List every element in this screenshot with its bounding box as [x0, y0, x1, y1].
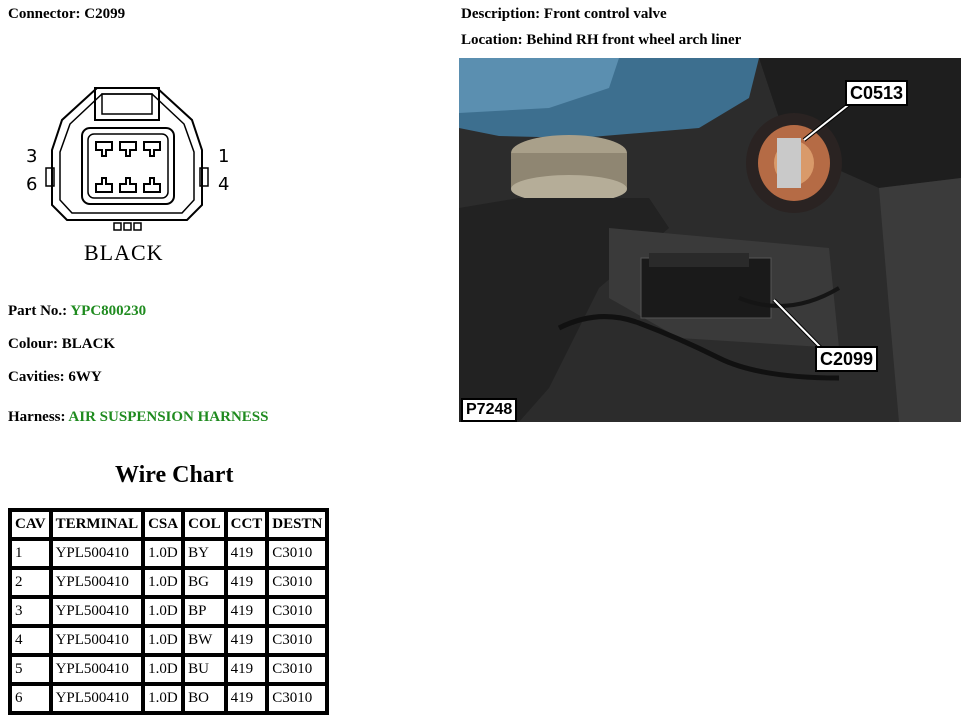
cell-terminal: YPL500410: [51, 655, 144, 684]
table-row: [10, 539, 327, 568]
location-photo: [459, 58, 961, 422]
pin-number-3: 3: [26, 146, 38, 167]
header-cav: CAV: [10, 510, 51, 539]
cell-cav: 3: [10, 597, 51, 626]
photo-illustration: [459, 58, 961, 422]
photo-code: P7248: [461, 398, 517, 422]
cell-col: BY: [183, 539, 226, 568]
cell-terminal: YPL500410: [51, 539, 144, 568]
cell-cav: 6: [10, 684, 51, 713]
harness-row: [8, 409, 268, 426]
table-row: [10, 655, 327, 684]
callout-c2099: C2099: [815, 346, 878, 372]
cell-destn[interactable]: C3010: [267, 539, 327, 568]
table-row: [10, 597, 327, 626]
wire-chart-table: [8, 508, 329, 715]
cell-destn[interactable]: C3010: [267, 626, 327, 655]
header-terminal: TERMINAL: [51, 510, 144, 539]
location-text: Location: Behind RH front wheel arch liner: [461, 32, 742, 48]
cell-terminal: YPL500410: [51, 626, 144, 655]
cavities-text: Cavities: 6WY: [8, 369, 102, 385]
cell-destn[interactable]: C3010: [267, 684, 327, 713]
header-destn: DESTN: [267, 510, 327, 539]
header-csa: CSA: [143, 510, 183, 539]
cell-col: BO: [183, 684, 226, 713]
part-number-label: Part No.:: [8, 303, 71, 319]
part-number-link[interactable]: YPC800230: [70, 303, 147, 319]
cell-csa: 1.0D: [143, 539, 183, 568]
cell-destn[interactable]: C3010: [267, 597, 327, 626]
wire-chart-title: Wire Chart: [115, 462, 234, 488]
cell-cct: 419: [226, 684, 268, 713]
cell-terminal: YPL500410: [51, 684, 144, 713]
cell-col: BG: [183, 568, 226, 597]
connector-colour-caption: BLACK: [84, 240, 164, 265]
cell-csa: 1.0D: [143, 568, 183, 597]
cell-cct: 419: [226, 568, 268, 597]
cell-destn[interactable]: C3010: [267, 568, 327, 597]
cell-csa: 1.0D: [143, 597, 183, 626]
callout-c0513: C0513: [845, 80, 908, 106]
cell-terminal: YPL500410: [51, 597, 144, 626]
cell-col: BU: [183, 655, 226, 684]
part-number-row: [8, 303, 146, 320]
header-cct: CCT: [226, 510, 268, 539]
cell-cav: 2: [10, 568, 51, 597]
pin-number-6: 6: [26, 174, 38, 195]
cell-cav: 4: [10, 626, 51, 655]
cell-col: BP: [183, 597, 226, 626]
wire-chart-header-row: [10, 510, 327, 539]
cell-cct: 419: [226, 626, 268, 655]
harness-label: Harness:: [8, 409, 69, 425]
pin-number-4: 4: [218, 174, 230, 195]
cell-csa: 1.0D: [143, 684, 183, 713]
description-text: Description: Front control valve: [461, 6, 667, 22]
pin-number-1: 1: [218, 146, 230, 167]
cell-terminal: YPL500410: [51, 568, 144, 597]
cell-cav: 1: [10, 539, 51, 568]
cell-cct: 419: [226, 597, 268, 626]
cell-cct: 419: [226, 655, 268, 684]
colour-text: Colour: BLACK: [8, 336, 116, 352]
table-row: [10, 684, 327, 713]
table-row: [10, 626, 327, 655]
cell-destn[interactable]: C3010: [267, 655, 327, 684]
table-row: [10, 568, 327, 597]
cell-csa: 1.0D: [143, 626, 183, 655]
cell-cav: 5: [10, 655, 51, 684]
connector-label: Connector: C2099: [8, 6, 126, 22]
header-col: COL: [183, 510, 226, 539]
cell-cct: 419: [226, 539, 268, 568]
cell-csa: 1.0D: [143, 655, 183, 684]
connector-face-diagram: [22, 80, 232, 240]
harness-link[interactable]: AIR SUSPENSION HARNESS: [68, 409, 269, 425]
cell-col: BW: [183, 626, 226, 655]
